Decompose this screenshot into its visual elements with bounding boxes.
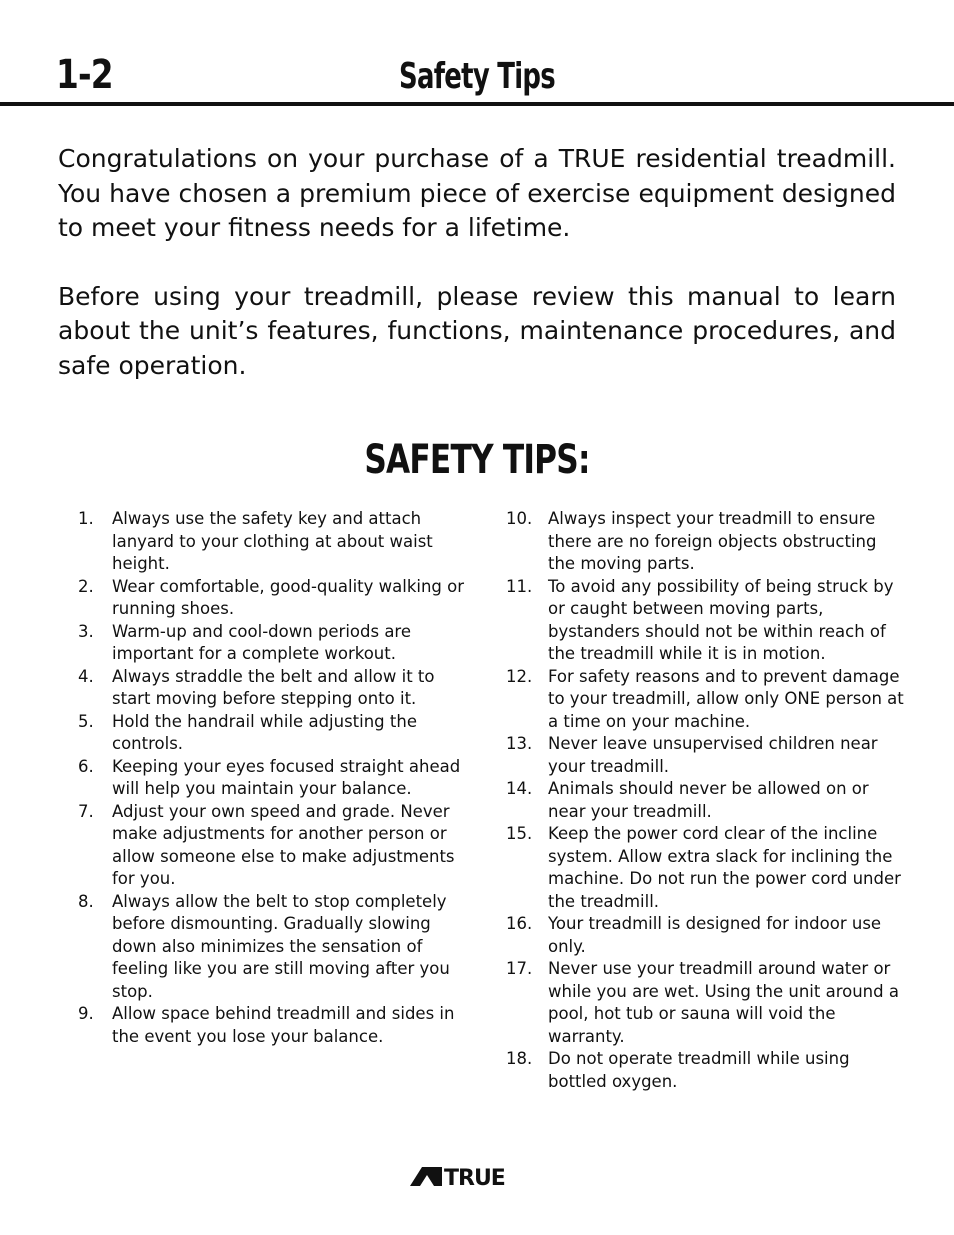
safety-tips-right-column [506,508,906,1093]
list-item-text: Keeping your eyes focused straight ahead will help you maintain your balance. [112,756,461,798]
list-item-number: 12. [506,666,533,686]
list-item [78,508,468,576]
page-header [0,44,954,106]
list-item-text: Allow space behind treadmill and sides in the event you lose your balance. [112,1004,455,1046]
list-item [78,756,468,801]
list-item-text: Always straddle the belt and allow it to start moving before stepping onto it. [112,666,435,708]
list-item-text: Always allow the belt to stop completely before dismounting. Gradually slowing down also minimizes the sensation of feeling like you are still moving after you stop. [112,891,450,1001]
list-item [506,958,906,1048]
list-item-number: 16. [506,914,533,933]
list-item [506,778,906,823]
list-item [78,801,468,891]
list-item-text: Never leave unsupervised children near your treadmill. [548,734,878,776]
list-item-number: 13. [506,734,533,753]
list-item-number: 2. [78,576,94,596]
list-item-number: 3. [78,621,94,641]
list-item-text: Keep the power cord clear of the incline system. Allow extra slack for inclining the machine. Do not run the power cord under the treadmill. [548,824,901,911]
list-item [78,666,468,711]
list-item-text: Wear comfortable, good-quality walking or running shoes. [112,576,465,618]
list-item [506,913,906,958]
intro-paragraph-2: Before using your treadmill, please review this manual to learn about the unit’s features, functions, maintenance procedures, and safe operation. [58,281,896,380]
list-item-text: Your treadmill is designed for indoor use only. [548,914,882,956]
list-item-text: Do not operate treadmill while using bottled oxygen. [548,1049,850,1091]
logo-wordmark: TRUE [444,1166,505,1188]
list-item-text: Animals should never be allowed on or near your treadmill. [548,779,869,821]
list-item-number: 15. [506,824,533,843]
list-item-text: Warm-up and cool-down periods are important for a complete workout. [112,621,412,663]
list-item [78,576,468,621]
list-item-number: 10. [506,509,533,528]
page-title: Safety Tips [399,56,555,97]
list-item-text: Never use your treadmill around water or while you are wet. Using the unit around a pool, hot tub or sauna will void the warranty. [548,959,899,1046]
list-item-number: 17. [506,959,533,978]
list-item-number: 7. [78,801,94,821]
list-item [506,508,906,576]
list-item [78,891,468,1004]
list-item-number: 4. [78,666,94,686]
list-item-number: 18. [506,1049,533,1068]
list-item-number: 5. [78,711,94,731]
list-item [78,711,468,756]
list-item-number: 1. [78,509,94,528]
list-item [506,576,906,666]
list-item-number: 11. [506,576,533,596]
intro-section [58,142,896,417]
list-item [78,1003,468,1048]
list-item [506,823,906,913]
list-item-number: 9. [78,1004,94,1023]
list-item [506,1048,906,1093]
list-item-text: To avoid any possibility of being struck by or caught between moving parts, bystanders should not be within reach of the treadmill while it is in motion. [548,576,894,663]
list-item-text: Always use the safety key and attach lanyard to your clothing at about waist height. [112,509,433,573]
page-number: 1-2 [56,52,113,98]
list-item [78,621,468,666]
list-item-number: 6. [78,756,94,776]
list-item-text: Hold the handrail while adjusting the controls. [112,711,417,753]
list-item-number: 8. [78,891,94,911]
header-divider [0,102,954,106]
list-item [506,733,906,778]
true-logo-icon [408,1164,548,1188]
list-item-number: 14. [506,779,533,798]
intro-paragraph-1: Congratulations on your purchase of a TRUE residential treadmill. You have chosen a premium piece of exercise equipment designed to meet your fitness needs for a lifetime. [58,144,896,242]
safety-tips-left-column [78,508,468,1048]
list-item-text: Adjust your own speed and grade. Never make adjustments for another person or allow someone else to make adjustments for you. [112,801,455,888]
safety-tips-heading: SAFETY TIPS: [364,437,590,483]
list-item-text: Always inspect your treadmill to ensure there are no foreign objects obstructing the moving parts. [548,509,877,573]
list-item [506,666,906,734]
list-item-text: For safety reasons and to prevent damage to your treadmill, allow only ONE person at a time on your machine. [548,666,904,731]
